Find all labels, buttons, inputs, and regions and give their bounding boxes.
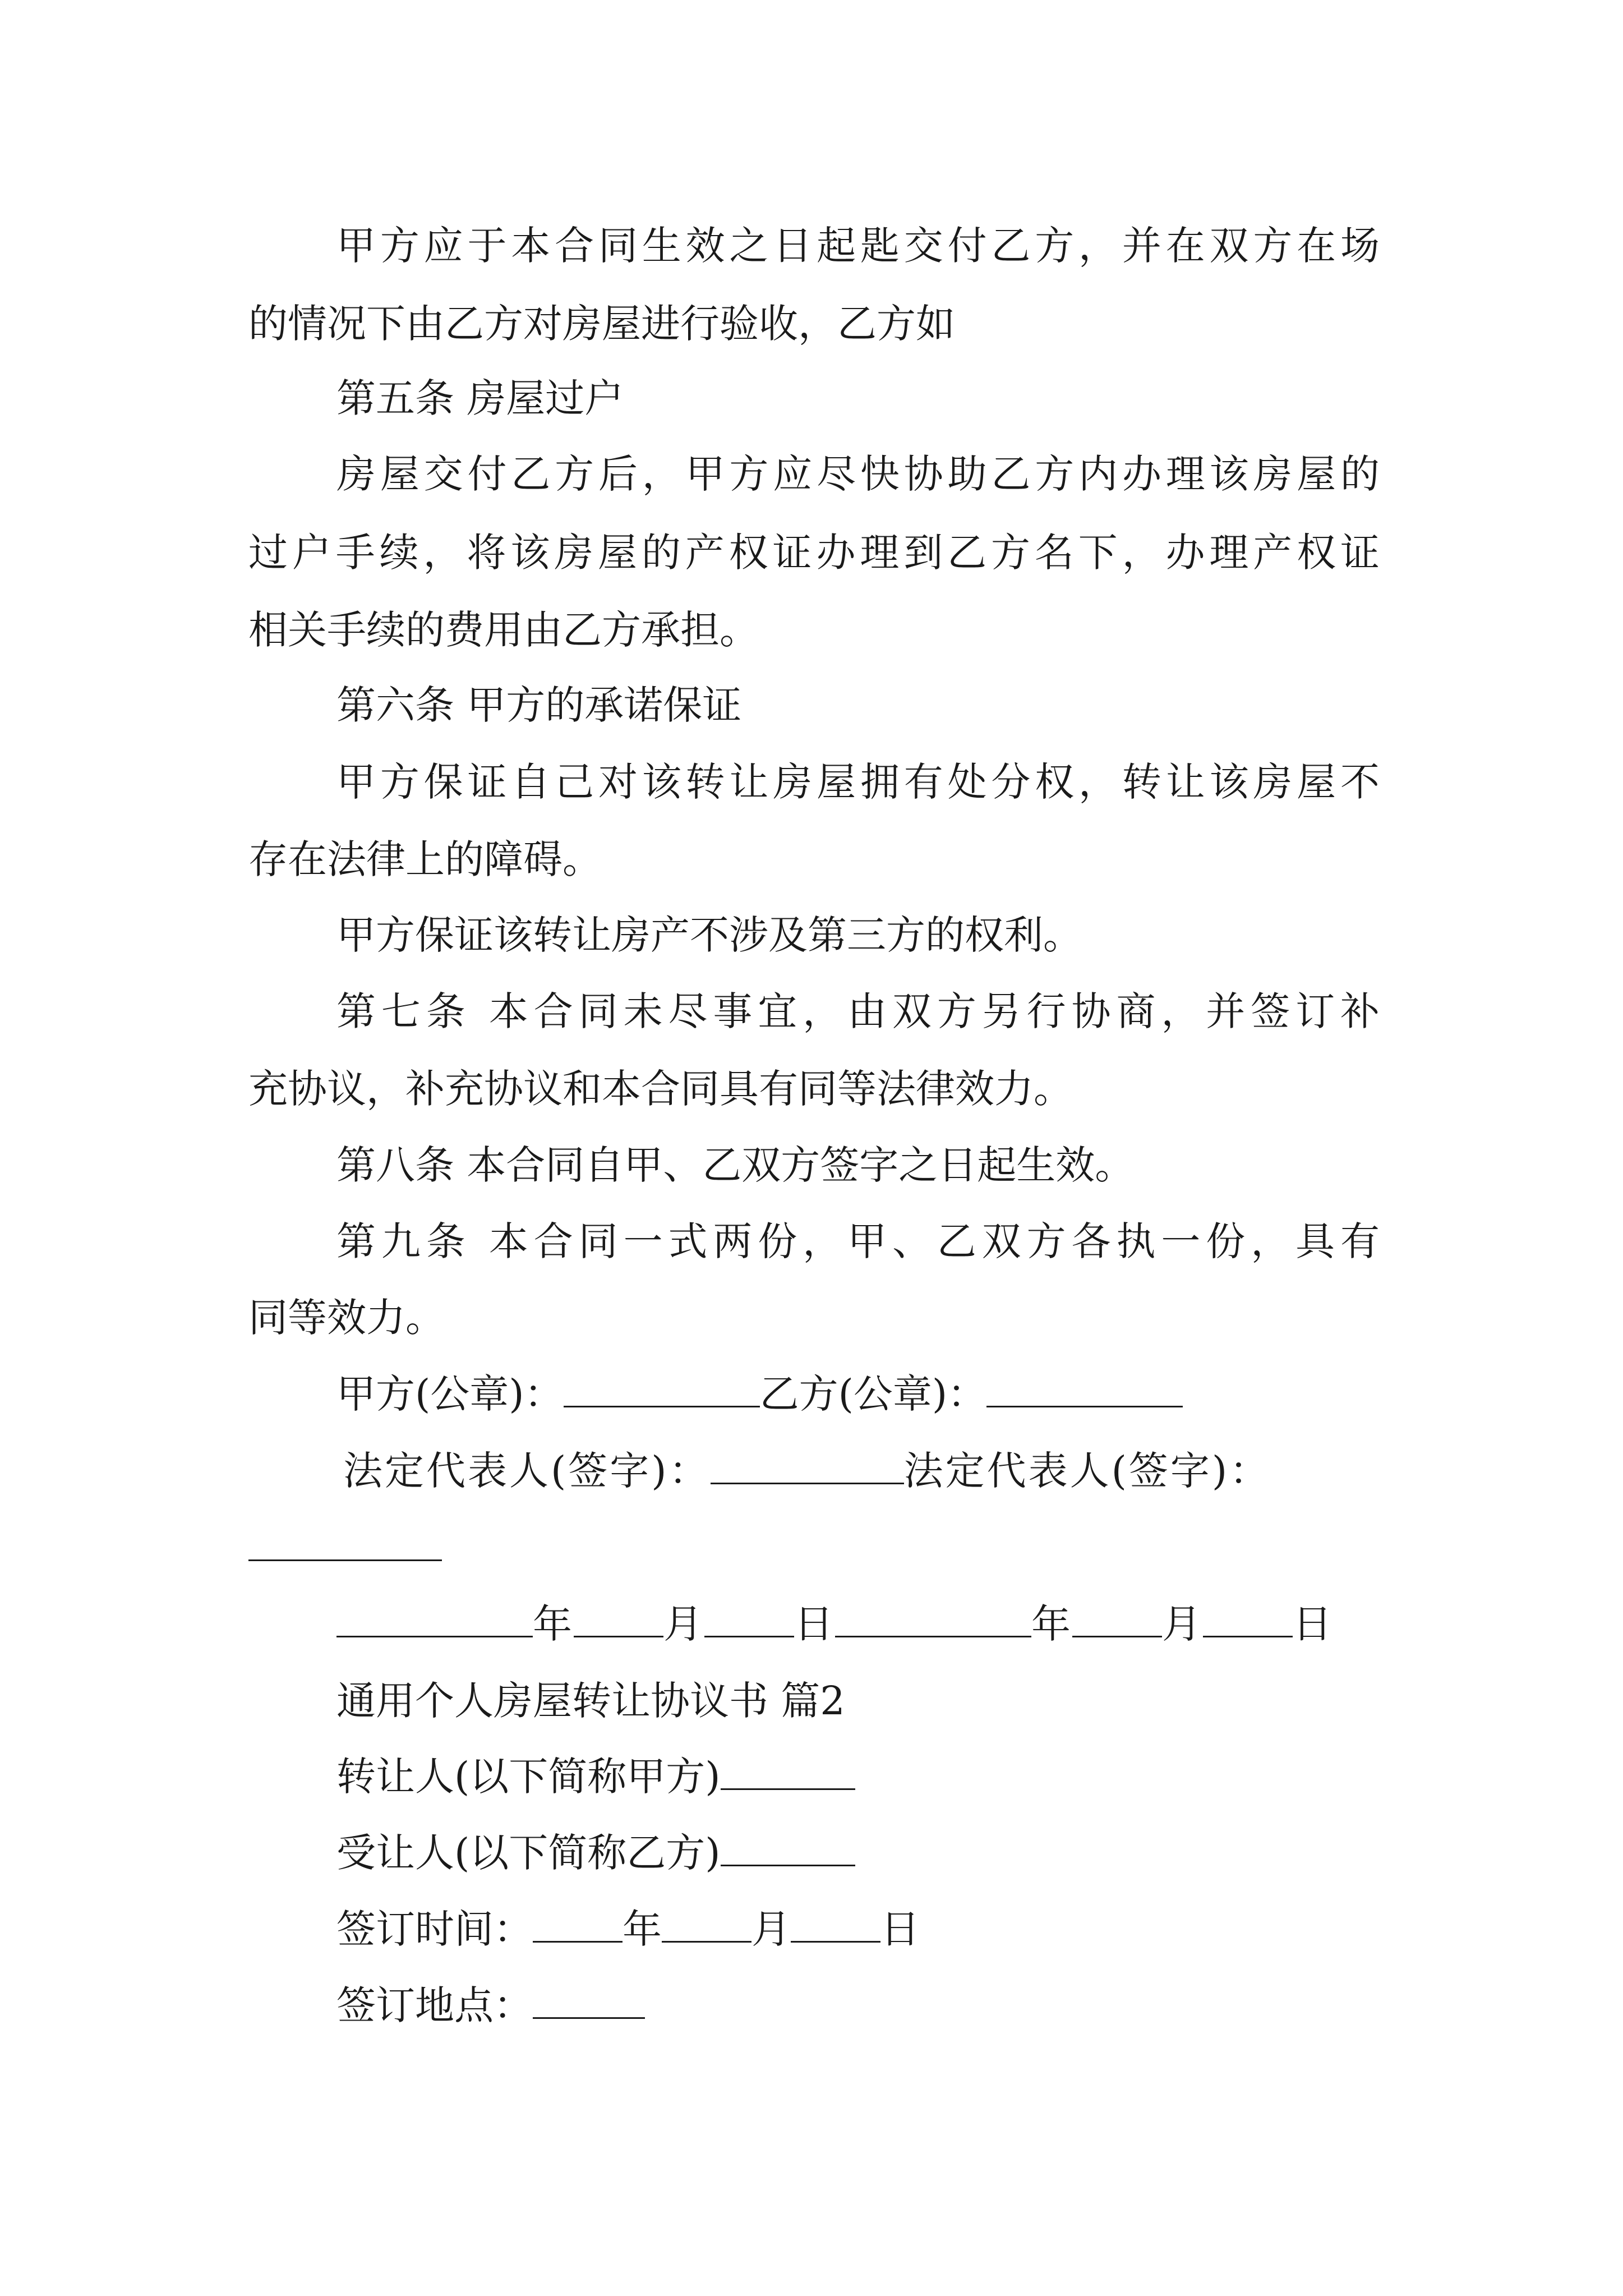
transferor-row bbox=[336, 1751, 855, 1802]
rep-a-label: 法定代表人(签字)： bbox=[343, 1448, 711, 1494]
paragraph-line: 第八条 本合同自甲、乙双方签字之日起生效。 bbox=[336, 1142, 1135, 1188]
sign-place-blank bbox=[533, 1981, 645, 2019]
sign-year-label: 年 bbox=[623, 1906, 662, 1952]
party-b-seal-label: 乙方(公章)： bbox=[759, 1371, 987, 1417]
day-label-b: 日 bbox=[1293, 1601, 1334, 1647]
party-a-seal-label: 甲方(公章)： bbox=[336, 1371, 564, 1417]
sign-day-blank bbox=[791, 1905, 880, 1943]
rep-b-label: 法定代表人(签字)： bbox=[903, 1448, 1271, 1494]
sign-month-label: 月 bbox=[751, 1906, 791, 1952]
paragraph-line: 甲方保证该转让房产不涉及第三方的权利。 bbox=[336, 912, 1082, 958]
rep-b-blank bbox=[248, 1559, 442, 1561]
month-blank-a bbox=[574, 1600, 663, 1637]
year-label-a: 年 bbox=[533, 1601, 574, 1647]
rep-a-blank bbox=[711, 1447, 904, 1484]
transferor-blank bbox=[721, 1752, 855, 1790]
paragraph-line: 相关手续的费用由乙方承担。 bbox=[248, 607, 759, 653]
paragraph-line: 存在法律上的障碍。 bbox=[248, 836, 602, 882]
sign-time-label: 签订时间： bbox=[336, 1906, 533, 1952]
year-blank-b bbox=[835, 1600, 1031, 1637]
paragraph-line: 第七条 本合同未尽事宜，由双方另行协商，并签订补 bbox=[336, 988, 1380, 1034]
party-a-seal-blank bbox=[564, 1370, 760, 1407]
sign-day-label: 日 bbox=[880, 1906, 920, 1952]
sign-place-label: 签订地点： bbox=[336, 1982, 533, 2028]
date-row bbox=[336, 1599, 1334, 1649]
article-heading: 第五条 房屋过户 bbox=[336, 375, 624, 421]
paragraph-line: 房屋交付乙方后，甲方应尽快协助乙方内办理该房屋的 bbox=[336, 451, 1380, 497]
sign-place-row bbox=[336, 1980, 645, 2031]
transferee-blank bbox=[721, 1829, 855, 1866]
day-blank-a bbox=[704, 1600, 794, 1637]
month-blank-b bbox=[1072, 1600, 1162, 1637]
section-title: 通用个人房屋转让协议书 篇2 bbox=[336, 1678, 845, 1724]
transferor-label: 转让人(以下简称甲方) bbox=[336, 1754, 721, 1800]
representative-row bbox=[343, 1446, 1271, 1496]
paragraph-line: 充协议，补充协议和本合同具有同等法律效力。 bbox=[248, 1066, 1073, 1112]
month-label-a: 月 bbox=[663, 1601, 704, 1647]
day-label-a: 日 bbox=[794, 1601, 835, 1647]
paragraph-line: 第九条 本合同一式两份，甲、乙双方各执一份，具有 bbox=[336, 1218, 1380, 1264]
paragraph-line: 同等效力。 bbox=[248, 1295, 445, 1341]
transferee-label: 受让人(以下简称乙方) bbox=[336, 1830, 721, 1876]
sign-month-blank bbox=[662, 1905, 751, 1943]
paragraph-line: 甲方保证自己对该转让房屋拥有处分权，转让该房屋不 bbox=[336, 759, 1380, 805]
sign-time-row bbox=[336, 1904, 920, 1954]
paragraph-line: 甲方应于本合同生效之日起匙交付乙方，并在双方在场 bbox=[336, 223, 1380, 269]
party-b-seal-blank bbox=[986, 1370, 1183, 1407]
seal-row bbox=[336, 1369, 1183, 1419]
article-heading: 第六条 甲方的承诺保证 bbox=[336, 682, 742, 728]
year-blank-a bbox=[336, 1600, 533, 1637]
paragraph-line: 过户手续，将该房屋的产权证办理到乙方名下，办理产权证 bbox=[248, 530, 1380, 576]
month-label-b: 月 bbox=[1162, 1601, 1203, 1647]
sign-year-blank bbox=[533, 1905, 623, 1943]
year-label-b: 年 bbox=[1031, 1601, 1072, 1647]
day-blank-b bbox=[1203, 1600, 1293, 1637]
paragraph-line: 的情况下由乙方对房屋进行验收，乙方如 bbox=[248, 301, 955, 347]
transferee-row bbox=[336, 1828, 855, 1878]
